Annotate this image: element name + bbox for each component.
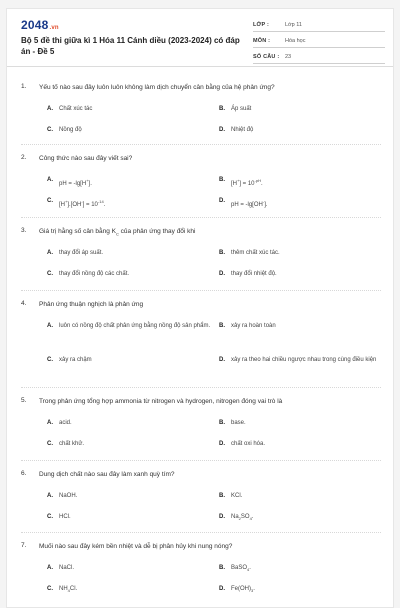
- option-text: NaOH.: [59, 493, 78, 499]
- option-letter: B.: [219, 250, 225, 256]
- option-letter: D.: [219, 127, 225, 133]
- question-text: Giá trị hằng số cân bằng $K_C$ của phản ứng thay đổi khi: [39, 228, 196, 237]
- option-text: base.: [231, 420, 246, 426]
- question-number: 5.: [21, 397, 27, 404]
- answer-option-a[interactable]: [47, 419, 224, 428]
- logo-text: 2048: [21, 18, 49, 32]
- option-text: xảy ra hoàn toàn: [231, 323, 276, 329]
- option-letter: D.: [219, 441, 225, 447]
- option-letter: A.: [47, 420, 53, 426]
- answer-option-b[interactable]: [219, 176, 394, 189]
- meta-label: MÔN :: [253, 38, 271, 44]
- question-divider: [21, 387, 381, 388]
- option-text: $Na_2SO_4$.: [231, 514, 254, 522]
- option-letter: A.: [47, 177, 53, 183]
- option-text: KCl.: [231, 493, 243, 499]
- option-text: Nồng độ: [59, 127, 82, 133]
- question-text: Trong phản ứng tổng hợp ammonia từ nitrogen và hydrogen, nitrogen đóng vai trò là: [39, 398, 283, 405]
- question-divider: [21, 144, 381, 145]
- option-letter: D.: [219, 271, 225, 277]
- option-letter: A.: [47, 323, 53, 329]
- answer-option-a[interactable]: [47, 249, 224, 258]
- exam-page: [6, 8, 394, 608]
- option-letter: B.: [219, 493, 225, 499]
- option-letter: A.: [47, 250, 53, 256]
- option-letter: C.: [47, 357, 53, 363]
- answer-option-d[interactable]: [219, 197, 394, 210]
- answer-option-c[interactable]: [47, 126, 224, 135]
- exam-title: Bộ 5 đề thi giữa kì 1 Hóa 11 Cánh diều (2023-2024) có đáp án - Đề 5: [21, 36, 240, 56]
- option-letter: C.: [47, 514, 53, 520]
- answer-option-c[interactable]: [47, 585, 224, 595]
- meta-row-subject: [253, 35, 385, 48]
- option-letter: D.: [219, 514, 225, 520]
- question-number: 4.: [21, 300, 27, 307]
- option-text: xảy ra theo hai chiều ngược nhau trong cùng điều kiện: [231, 357, 377, 363]
- answer-option-d[interactable]: [219, 356, 394, 365]
- question-number: 7.: [21, 542, 27, 549]
- question-text: Muối nào sau đây kém bền nhiệt và dễ bị phân hủy khi nung nóng?: [39, 543, 233, 550]
- question-number: 1.: [21, 83, 27, 90]
- answer-option-b[interactable]: [219, 105, 394, 114]
- option-text: HCl.: [59, 514, 71, 520]
- answer-option-c[interactable]: [47, 440, 224, 449]
- answer-option-b[interactable]: [219, 322, 394, 331]
- meta-label: SỐ CÂU :: [253, 54, 280, 60]
- option-text: NaCl.: [59, 565, 75, 571]
- question-divider: [21, 532, 381, 533]
- option-text: Chất xúc tác: [59, 106, 93, 112]
- answer-option-d[interactable]: [219, 513, 394, 523]
- option-text: thay đổi áp suất.: [59, 250, 104, 256]
- option-text: chất oxi hóa.: [231, 441, 266, 447]
- option-text: $NH_4Cl$.: [59, 586, 78, 594]
- option-letter: A.: [47, 493, 53, 499]
- answer-option-d[interactable]: [219, 585, 394, 595]
- option-text: Áp suất: [231, 106, 252, 112]
- question-divider: [21, 460, 381, 461]
- option-letter: B.: [219, 565, 225, 571]
- option-text: $[H^+].[OH^-] = 10^{-14}$.: [59, 199, 106, 208]
- option-text: luôn có nồng độ chất phản ứng bằng nồng độ sản phẩm.: [59, 323, 211, 329]
- question-number: 2.: [21, 154, 27, 161]
- option-letter: B.: [219, 420, 225, 426]
- meta-row-count: [253, 51, 385, 64]
- answer-option-a[interactable]: [47, 105, 224, 114]
- question-text: Yếu tố nào sau đây luôn luôn không làm dịch chuyển cân bằng của hệ phản ứng?: [39, 84, 275, 91]
- option-text: $Fe(OH)_3$.: [231, 586, 255, 594]
- site-logo[interactable]: [21, 18, 59, 32]
- exam-header: [7, 9, 393, 67]
- option-letter: B.: [219, 323, 225, 329]
- option-letter: C.: [47, 271, 53, 277]
- option-text: BaSO$_4$.: [231, 565, 251, 573]
- option-text: thay đổi nồng độ các chất.: [59, 271, 130, 277]
- meta-row-class: [253, 19, 385, 32]
- option-letter: A.: [47, 565, 53, 571]
- answer-option-a[interactable]: [47, 492, 224, 501]
- logo-suffix: .vn: [49, 25, 59, 31]
- option-letter: D.: [219, 198, 225, 204]
- meta-value: 23: [285, 54, 292, 60]
- answer-option-d[interactable]: [219, 270, 394, 279]
- option-letter: B.: [219, 177, 225, 183]
- meta-value: Lớp 11: [285, 22, 302, 28]
- option-text: pH = -lg[H+].: [59, 178, 92, 187]
- option-letter: C.: [47, 441, 53, 447]
- option-text: thay đổi nhiệt độ.: [231, 271, 277, 277]
- question-text: Phản ứng thuận nghịch là phản ứng: [39, 301, 144, 308]
- option-text: thêm chất xúc tác.: [231, 250, 280, 256]
- option-text: xảy ra chậm: [59, 357, 92, 363]
- answer-option-a[interactable]: [47, 564, 224, 573]
- answer-option-b[interactable]: [219, 419, 394, 428]
- question-text: Công thức nào sau đây viết sai?: [39, 155, 133, 162]
- option-text: acid.: [59, 420, 72, 426]
- option-text: $[H^+] = 10^{-pH}$.: [231, 178, 263, 187]
- option-letter: D.: [219, 586, 225, 592]
- option-letter: C.: [47, 198, 53, 204]
- answer-option-c[interactable]: [47, 270, 224, 279]
- answer-option-a[interactable]: [47, 322, 224, 331]
- option-letter: D.: [219, 357, 225, 363]
- question-divider: [21, 290, 381, 291]
- answer-option-b[interactable]: [219, 492, 394, 501]
- question-number: 3.: [21, 227, 27, 234]
- answer-option-c[interactable]: [47, 197, 224, 210]
- question-text: Dung dịch chất nào sau đây làm xanh quỳ tím?: [39, 471, 175, 478]
- answer-option-a[interactable]: [47, 176, 224, 189]
- option-text: chất khử.: [59, 441, 85, 447]
- option-text: pH = -lg[OH-].: [231, 199, 268, 208]
- answer-option-d[interactable]: [219, 440, 394, 449]
- question-divider: [21, 217, 381, 218]
- question-number: 6.: [21, 470, 27, 477]
- meta-value: Hóa học: [285, 38, 306, 44]
- answer-option-c[interactable]: [47, 356, 224, 365]
- meta-label: LỚP :: [253, 22, 269, 28]
- option-letter: A.: [47, 106, 53, 112]
- answer-option-c[interactable]: [47, 513, 224, 522]
- option-text: Nhiệt độ: [231, 127, 254, 133]
- exam-meta: [253, 19, 385, 67]
- answer-option-d[interactable]: [219, 126, 394, 135]
- option-letter: C.: [47, 586, 53, 592]
- answer-option-b[interactable]: [219, 249, 394, 258]
- option-letter: B.: [219, 106, 225, 112]
- option-letter: C.: [47, 127, 53, 133]
- answer-option-b[interactable]: [219, 564, 394, 574]
